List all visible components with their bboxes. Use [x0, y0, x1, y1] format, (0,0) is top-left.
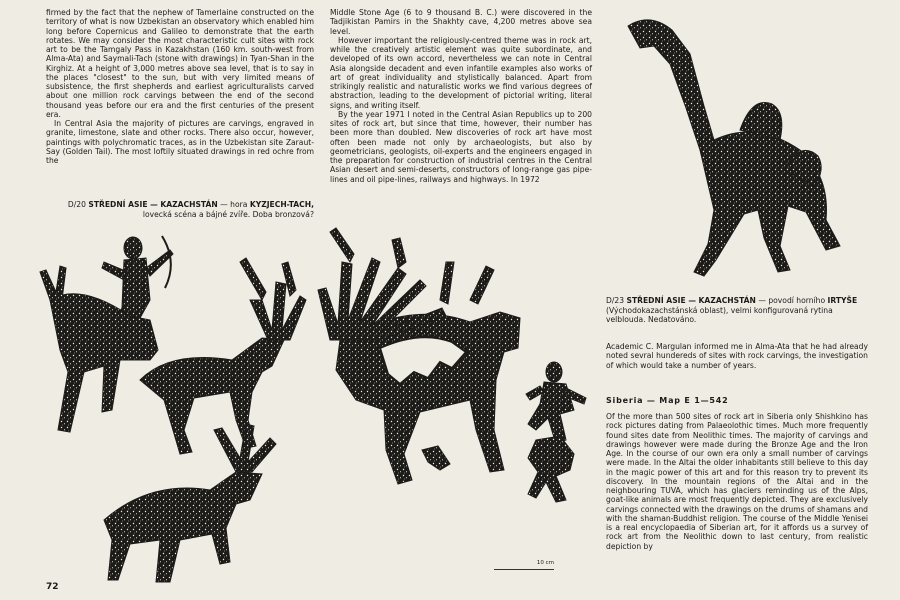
paragraph: Of the more than 500 sites of rock art in Siberia only Shishkino has rock pictures dating from Palaeolothic times. Much more frequently found sites date from Neolithic times. The majority of carvings and drawings however were made during the Bronze Age and the Iron Age. In the course of our own era only a small number of carvings were made. In the Altai the older inhabitants still believe to this day in the magic power of this art and for this reason try to prevent its discovery. In the mountain regions of the Altai and in the neighbouring TUVA, which has glaciers reminding us of the Alps, goat-like animals are most frequently depicted. They are exclusively carvings connected with the drawings on the drums of shamans and with the shaman-Buddhist religion. The course of the Middle Yenisei is a real encyclopaedia of Siberian art, for it affords us a survey of rock art from the Neolithic down to last century, from realistic depiction by — [606, 412, 868, 551]
paragraph: In Central Asia the majority of pictures are carvings, engraved in granite, limestone, slate and other rocks. There also occur, however, paintings with polychromatic traces, as in the Uzbekistan site Zaraut-Say (Golden Tail). The most loftily situated drawings in red ochre from the — [46, 119, 314, 165]
caption-code: D/20 — [67, 200, 86, 209]
page-number: 72 — [46, 582, 59, 592]
caption-place: KYZJECH-TACH, — [249, 200, 314, 209]
caption-text: — hora — [217, 200, 250, 209]
paragraph: Academic C. Margulan informed me in Alma-Ata that he had already noted sevral hundereds of sites with rock carvings, the investigation of which would take a number of years. — [606, 342, 868, 370]
paragraph: By the year 1971 I noted in the Central Asian Republics up to 200 sites of rock art, but since that time, however, their number has been more than doubled. New discoveries of rock art have most often been made not only by archaeologists, but also by geometricians, geologists, oil-experts and the engineers engaged in the preparation for construction of industrial centres in the Central Asian desert and semi-deserts, constructors of long-range gas pipe-lines and oil pipe-lines, railways and highways. In 1972 — [330, 109, 592, 184]
caption-text: — povodí horního — [755, 296, 828, 305]
caption-code: D/23 — [606, 296, 625, 305]
caption-text: lovecká scéna a bájné zvíře. Doba bronzová? — [142, 209, 314, 219]
caption-text: (Východokazachstánská oblast), velmi konfigurovaná rytina velbloudа. Nedatováno. — [606, 305, 833, 325]
small-animal-carving — [422, 446, 450, 470]
caption-title: STŘEDNÍ ASIE — KAZACHSTÁN — [88, 200, 218, 209]
running-human-carving — [526, 362, 586, 444]
caption-title: STŘEDNÍ ASIE — KAZACHSTÁN — [626, 296, 756, 305]
paragraph: However important the religiously-centred theme was in rock art, while the creatively artistic element was quite subordinate, and developed of its own accord, nevertheless we can note in Central Asia alongside decadent and even infantile examples also works of art of great individuality and stylistically balanced. Apart from strikingly realistic and naturalistic works we find various degrees of abstraction, leading to the development of pictorial writing, literal signs, and writing itself. — [330, 35, 592, 110]
camel-carving — [628, 20, 840, 276]
paragraph: firmed by the fact that the nephew of Tamerlaine constructed on the territory of what is now Uzbekistan an observatory which enabled him long before Copernicus and Galileo to demonstrate that the earth rotates. We may consider the most characteristic cult sites with rock art to be the Tamgaly Pass in Kazakhstan (160 km. south-west from Alma-Ata) and Saymali-Tach (stone with drawings) in Tyan-Shan in the Kirghiz. At a height of 3,000 metres above sea level, that is to say in the places "closest" to the sun, but with very limited means of subsistence, the first shepherds and earliest agriculturalists carved about one million rock carvings between the end of the second thousand yeas before our era and the first centuries of the present era. — [46, 8, 314, 119]
human-figure-carving — [528, 436, 574, 502]
scale-label: 10 cm — [536, 560, 554, 566]
caption-place: IRTYŠE — [827, 296, 858, 305]
paragraph: Middle Stone Age (6 to 9 thousand B. C.) were discovered in the Tadjikistan Pamirs in the Shakhty cave, 4,200 metres above sea level. — [330, 8, 592, 36]
section-heading: Siberia — Map E 1—542 — [606, 396, 729, 405]
